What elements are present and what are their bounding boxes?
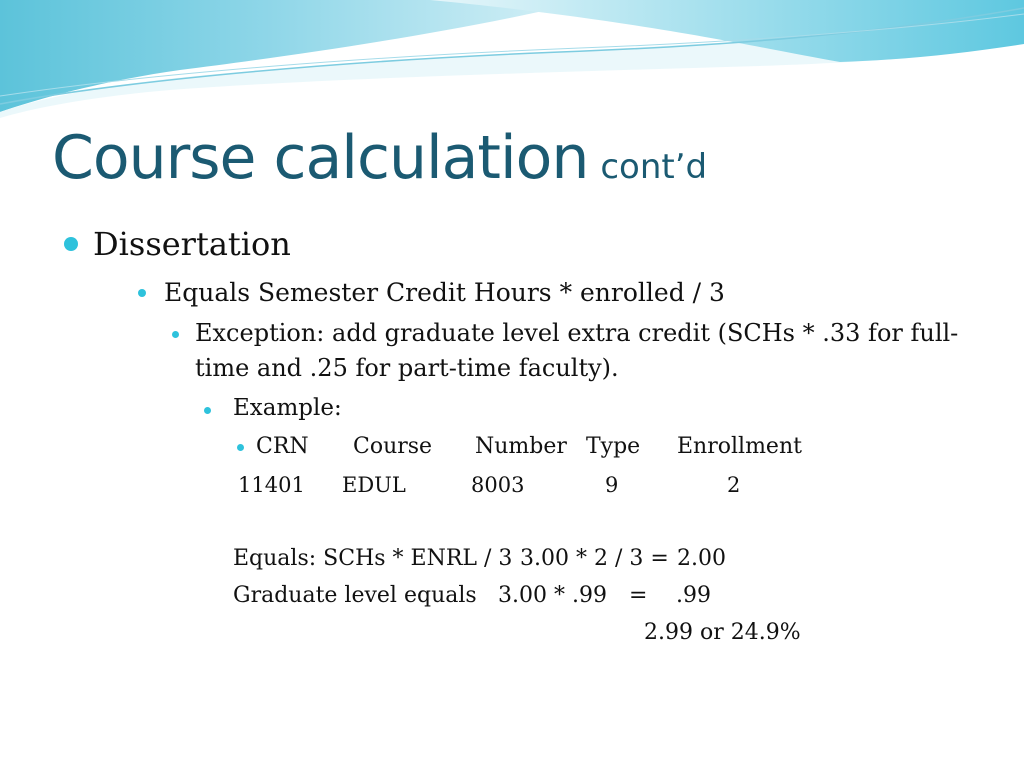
- bullet-dissertation: Dissertation: [93, 225, 291, 263]
- cell-crn: 11401: [238, 473, 305, 497]
- bullet-dot-level2: [138, 289, 146, 297]
- cell-number: 8003: [471, 473, 525, 497]
- bullet-dot-level3: [172, 331, 179, 338]
- title-suffix: cont’d: [600, 147, 708, 187]
- header-number: Number: [475, 434, 567, 459]
- header-wave-decoration: [0, 0, 1024, 130]
- calc-line1-result: 2.00: [677, 546, 726, 571]
- bullet-exception-line1: Exception: add graduate level extra credit (SCHs * .33 for full-: [195, 319, 959, 347]
- bullet-example: Example:: [233, 395, 342, 421]
- calc-line2-result: .99: [676, 583, 711, 608]
- title-main: Course calculation: [52, 123, 589, 193]
- bullet-dot-level4: [204, 407, 211, 414]
- slide-title: [52, 123, 708, 193]
- header-course: Course: [353, 434, 433, 459]
- calc-line1-label: Equals: SCHs * ENRL / 3: [233, 546, 513, 571]
- calc-line2-eq: =: [629, 583, 648, 608]
- bullet-equals-sch: Equals Semester Credit Hours * enrolled / 3: [164, 278, 725, 307]
- calc-line1-expr: 3.00 * 2 / 3 =: [520, 546, 669, 571]
- calc-total: 2.99 or 24.9%: [644, 620, 801, 645]
- bullet-dot-level1: [64, 237, 78, 251]
- header-enrollment: Enrollment: [677, 434, 802, 459]
- bullet-exception-line2: time and .25 for part-time faculty).: [195, 354, 619, 382]
- calc-line2-label: Graduate level equals: [233, 583, 477, 608]
- header-crn: CRN: [256, 434, 309, 459]
- header-type: Type: [586, 434, 641, 459]
- cell-enrollment: 2: [727, 473, 741, 497]
- calc-line2-expr: 3.00 * .99: [498, 583, 607, 608]
- cell-course: EDUL: [342, 473, 406, 497]
- cell-type: 9: [605, 473, 619, 497]
- bullet-dot-level5: [237, 444, 244, 451]
